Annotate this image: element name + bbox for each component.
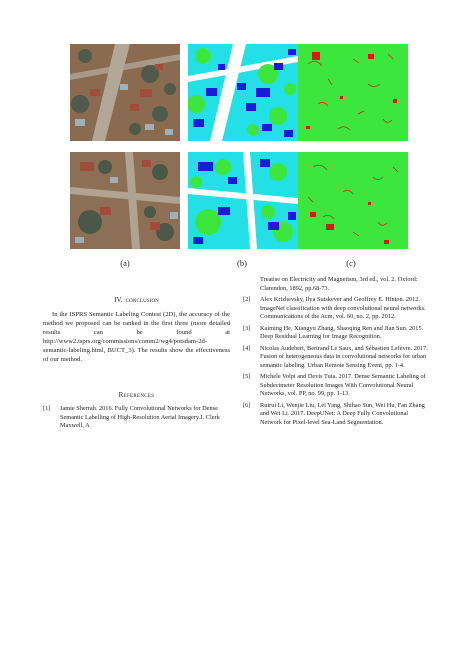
conclusion-paragraph: In the ISPRS Semantic Labeling Contest (2D), the accuracy of the method we proposed can be ranked in the first three (more detailed results can be found at http://www2.isprs.org/commissions/comm2/wg4/potsdam-2d-semantic-labeling.html, BUCT_3). The results show the effectiveness of our method. <box>43 311 230 363</box>
reference-item <box>243 402 430 428</box>
section-heading-conclusion <box>43 296 230 305</box>
left-column <box>43 276 230 434</box>
aerial-image-bottom <box>70 152 180 249</box>
reference-item <box>243 325 430 342</box>
reference-number: [5] <box>243 373 251 380</box>
reference-text: Alex Krizhevsky, Ilya Sutskever and Geoffrey E. Hinton. 2012. ImageNet classification with deep convolutional neural networks. Communications of the Acm, vol. 60, no. 2, pp. 2012. <box>260 296 426 320</box>
reference-number: [3] <box>243 324 251 332</box>
caption-a: (a) <box>120 258 130 268</box>
aerial-image-top <box>70 44 180 141</box>
reference-number: [4] <box>243 344 251 352</box>
reference-item <box>243 373 430 399</box>
reference-number: [2] <box>243 296 251 303</box>
references-heading: References <box>118 390 155 399</box>
reference-text: Ruirui Li, Wenjie Liu, Lei Yang, Shihao Sun, Wei Hu, Fan Zhang and Wei Li. 2017. DeepUNet: A Deep Fully Convolutional Network for Pixel-level Sea-Land Segmentation. <box>260 401 425 426</box>
reference-number: [1] <box>43 405 51 413</box>
caption-b: (b) <box>237 258 247 268</box>
reference-continuation: Treatise on Electricity and Magnetism, 3rd ed., vol. 2. Oxford: Clarendon, 1892, pp.68-73. <box>260 276 418 292</box>
reference-text: Michele Volpi and Devis Tuia. 2017. Dense Semantic Labeling of Subdecimeter Resolution Images With Convolutional Neural Networks, vol. PP, no. 99, pp. 1-13. <box>260 373 426 397</box>
section-number: IV. <box>114 296 123 304</box>
error-map-top <box>298 44 408 141</box>
reference-number: [6] <box>243 401 251 409</box>
reference-text: Jamie Sherrah. 2016. Fully Convolutional Networks for Dense Semantic Labelling of High-Resolution Aerial Imagery.J. Clerk Maxwell, A <box>60 405 220 430</box>
label-map-bottom <box>188 152 298 249</box>
section-title: conclusion <box>125 296 159 304</box>
label-map-top <box>188 44 298 141</box>
reference-item <box>243 345 430 371</box>
reference-item <box>43 405 230 431</box>
reference-text: Kaiming He, Xiangyu Zhang, Shaoqing Ren and Jian Sun. 2015. Deep Residual Learning for Image Recognition. <box>260 324 424 340</box>
reference-item <box>243 296 430 322</box>
figure-3x2-panels <box>0 0 474 270</box>
right-column <box>243 276 430 430</box>
caption-c: (c) <box>346 258 356 268</box>
error-map-bottom <box>298 152 408 249</box>
reference-text: Nicolas Audebert, Bertrand Le Saux, and Sébastien Lefèvre. 2017. Fusion of heterogeneous data in convolutional networks for urban semantic labeling. Urban Remote Sensing Event, pp. 1-4. <box>260 344 428 369</box>
